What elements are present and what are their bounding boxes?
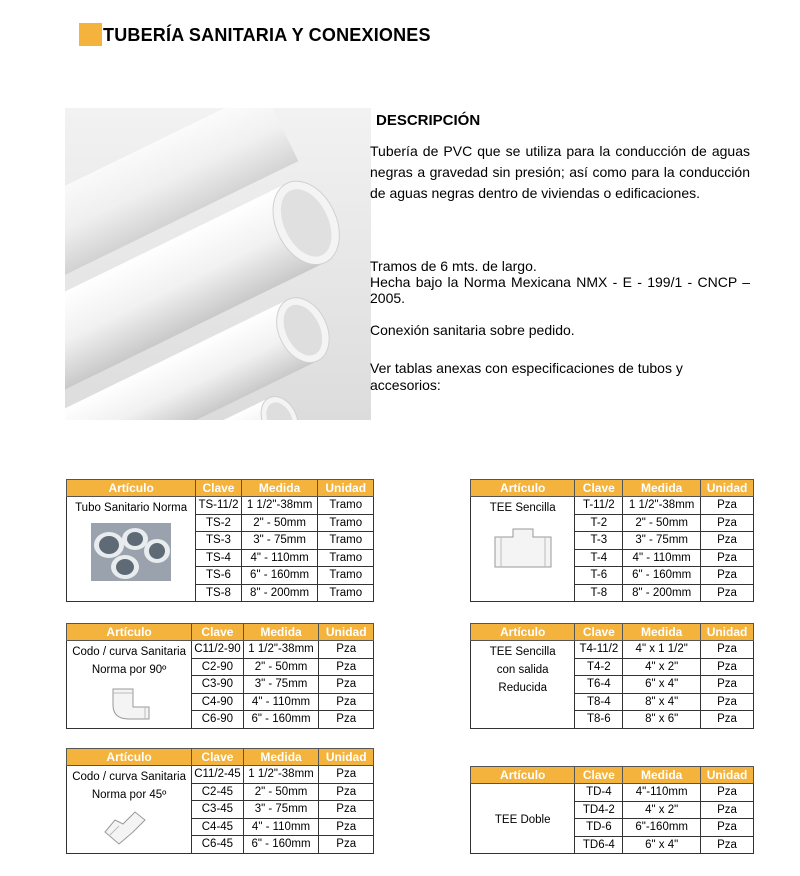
medida-cell: 4" - 110mm — [243, 693, 319, 711]
medida-cell: 1 1/2"-38mm — [243, 766, 319, 784]
clave-cell: T-11/2 — [575, 497, 623, 515]
header-clave: Clave — [192, 749, 243, 766]
unidad-cell: Pza — [319, 836, 374, 854]
table-header-row — [67, 480, 374, 497]
title-accent-square — [79, 23, 102, 46]
clave-cell: TD-4 — [575, 784, 623, 802]
clave-cell: TS-2 — [196, 514, 241, 532]
unidad-cell: Pza — [319, 818, 374, 836]
medida-cell: 6" - 160mm — [243, 836, 319, 854]
clave-cell: C2-90 — [192, 658, 243, 676]
header-unidad: Unidad — [319, 749, 374, 766]
clave-cell: T8-4 — [575, 693, 623, 711]
header-unidad: Unidad — [701, 624, 754, 641]
unidad-cell: Tramo — [318, 497, 374, 515]
medida-cell: 2" - 50mm — [241, 514, 318, 532]
length-note: Tramos de 6 mts. de largo. — [370, 258, 537, 274]
unidad-cell: Pza — [701, 584, 754, 602]
medida-cell: 1 1/2"-38mm — [623, 497, 701, 515]
header-medida: Medida — [623, 624, 701, 641]
tee-fitting-icon — [491, 523, 555, 573]
header-articulo: Artículo — [67, 624, 192, 641]
medida-cell: 4" - 110mm — [623, 549, 701, 567]
clave-cell: T4-2 — [575, 658, 623, 676]
medida-cell: 3" - 75mm — [243, 676, 319, 694]
norm-note: Hecha bajo la Norma Mexicana NMX - E - 199/1 - CNCP – 2005. — [370, 274, 750, 306]
article-name-line2: Norma por 90º — [91, 664, 167, 676]
table-header-row — [471, 767, 754, 784]
article-name-line1: Codo / curva Sanitaria — [72, 771, 186, 783]
clave-cell: T-3 — [575, 532, 623, 550]
article-name-line3: Reducida — [498, 682, 547, 694]
unidad-cell: Pza — [701, 497, 754, 515]
unidad-cell: Pza — [319, 693, 374, 711]
unidad-cell: Tramo — [318, 567, 374, 585]
article-cell — [471, 497, 575, 602]
unidad-cell: Pza — [701, 801, 754, 819]
medida-cell: 8" x 6" — [623, 711, 701, 729]
clave-cell: T4-11/2 — [575, 641, 623, 659]
header-articulo: Artículo — [67, 749, 192, 766]
header-clave: Clave — [196, 480, 241, 497]
clave-cell: TD6-4 — [575, 836, 623, 854]
clave-cell: C6-45 — [192, 836, 243, 854]
unidad-cell: Pza — [319, 801, 374, 819]
medida-cell: 2" - 50mm — [623, 514, 701, 532]
medida-cell: 4" - 110mm — [241, 549, 318, 567]
medida-cell: 3" - 75mm — [243, 801, 319, 819]
tee-doble-table — [470, 766, 754, 854]
medida-cell: 4" x 2" — [623, 801, 701, 819]
medida-cell: 6" x 4" — [623, 836, 701, 854]
unidad-cell: Pza — [701, 784, 754, 802]
article-name-line1: Codo / curva Sanitaria — [72, 646, 186, 658]
header-articulo: Artículo — [471, 624, 575, 641]
unidad-cell: Pza — [319, 711, 374, 729]
unidad-cell: Pza — [319, 783, 374, 801]
unidad-cell: Pza — [701, 532, 754, 550]
clave-cell: T8-6 — [575, 711, 623, 729]
header-clave: Clave — [575, 480, 623, 497]
header-unidad: Unidad — [318, 480, 374, 497]
medida-cell: 4" x 1 1/2" — [623, 641, 701, 659]
clave-cell: TS-11/2 — [196, 497, 241, 515]
header-medida: Medida — [623, 480, 701, 497]
article-cell — [471, 641, 575, 729]
clave-cell: C11/2-45 — [192, 766, 243, 784]
article-cell — [67, 641, 192, 729]
clave-cell: C6-90 — [192, 711, 243, 729]
article-name: TEE Doble — [494, 813, 551, 826]
article-cell — [67, 766, 192, 854]
unidad-cell: Pza — [701, 514, 754, 532]
medida-cell: 3" - 75mm — [623, 532, 701, 550]
medida-cell: 8" x 4" — [623, 693, 701, 711]
medida-cell: 6" - 160mm — [241, 567, 318, 585]
clave-cell: TS-4 — [196, 549, 241, 567]
unidad-cell: Tramo — [318, 532, 374, 550]
unidad-cell: Pza — [701, 549, 754, 567]
unidad-cell: Pza — [319, 766, 374, 784]
unidad-cell: Pza — [319, 676, 374, 694]
description-body — [370, 141, 750, 204]
header-clave: Clave — [192, 624, 243, 641]
header-unidad: Unidad — [701, 480, 754, 497]
tee-sencilla-table — [470, 479, 754, 602]
header-unidad: Unidad — [319, 624, 374, 641]
medida-cell: 4" - 110mm — [243, 818, 319, 836]
unidad-cell: Pza — [701, 567, 754, 585]
table-header-row — [67, 624, 374, 641]
article-name: Tubo Sanitario Norma — [75, 502, 188, 514]
table-header-row — [471, 624, 754, 641]
unidad-cell: Pza — [701, 641, 754, 659]
order-note: Conexión sanitaria sobre pedido. — [370, 322, 575, 338]
header-medida: Medida — [243, 749, 319, 766]
medida-cell: 6" x 4" — [623, 676, 701, 694]
medida-cell: 4"-110mm — [623, 784, 701, 802]
table-row — [67, 641, 374, 659]
article-name: TEE Sencilla — [489, 502, 556, 514]
pvc-pipes-photo — [65, 108, 371, 420]
clave-cell: T6-4 — [575, 676, 623, 694]
medida-cell: 4" x 2" — [623, 658, 701, 676]
medida-cell: 8" - 200mm — [241, 584, 318, 602]
tubo-sanitario-table — [66, 479, 374, 602]
medida-cell: 8" - 200mm — [623, 584, 701, 602]
medida-cell: 6" - 160mm — [243, 711, 319, 729]
article-cell — [471, 784, 575, 854]
table-row — [67, 497, 374, 515]
unidad-cell: Pza — [701, 836, 754, 854]
unidad-cell: Pza — [701, 693, 754, 711]
header-articulo: Artículo — [471, 480, 575, 497]
article-name-line2: Norma por 45º — [91, 789, 167, 801]
header-medida: Medida — [241, 480, 318, 497]
clave-cell: C2-45 — [192, 783, 243, 801]
clave-cell: C11/2-90 — [192, 641, 243, 659]
pipes-thumbnail-icon — [91, 523, 171, 581]
clave-cell: T-4 — [575, 549, 623, 567]
clave-cell: TD4-2 — [575, 801, 623, 819]
unidad-cell: Pza — [701, 658, 754, 676]
table-row — [471, 497, 754, 515]
codo-45-table — [66, 748, 374, 854]
table-row — [67, 766, 374, 784]
elbow-45-icon — [99, 810, 159, 846]
description-heading: DESCRIPCIÓN — [376, 112, 481, 129]
unidad-cell: Pza — [701, 711, 754, 729]
unidad-cell: Tramo — [318, 514, 374, 532]
header-unidad: Unidad — [701, 767, 754, 784]
header-articulo: Artículo — [471, 767, 575, 784]
clave-cell: TS-3 — [196, 532, 241, 550]
header-clave: Clave — [575, 767, 623, 784]
clave-cell: C4-45 — [192, 818, 243, 836]
unidad-cell: Pza — [701, 819, 754, 837]
codo-90-table — [66, 623, 374, 729]
unidad-cell: Pza — [701, 676, 754, 694]
article-cell — [67, 497, 196, 602]
clave-cell: TS-8 — [196, 584, 241, 602]
clave-cell: C4-90 — [192, 693, 243, 711]
header-medida: Medida — [243, 624, 319, 641]
page-title: TUBERÍA SANITARIA Y CONEXIONES — [103, 25, 431, 45]
header-medida: Medida — [623, 767, 701, 784]
clave-cell: T-6 — [575, 567, 623, 585]
clave-cell: TS-6 — [196, 567, 241, 585]
clave-cell: C3-90 — [192, 676, 243, 694]
clave-cell: TD-6 — [575, 819, 623, 837]
unidad-cell: Tramo — [318, 584, 374, 602]
header-clave: Clave — [575, 624, 623, 641]
article-name-line2: con salida — [496, 664, 549, 676]
clave-cell: C3-45 — [192, 801, 243, 819]
table-row — [471, 784, 754, 802]
tables-note: Ver tablas anexas con especificaciones de tubos y accesorios: — [370, 360, 683, 393]
table-row — [471, 641, 754, 659]
unidad-cell: Pza — [319, 641, 374, 659]
table-header-row — [471, 480, 754, 497]
medida-cell: 1 1/2"-38mm — [243, 641, 319, 659]
elbow-90-icon — [99, 685, 159, 721]
clave-cell: T-2 — [575, 514, 623, 532]
medida-cell: 2" - 50mm — [243, 658, 319, 676]
table-header-row — [67, 749, 374, 766]
medida-cell: 3" - 75mm — [241, 532, 318, 550]
clave-cell: T-8 — [575, 584, 623, 602]
medida-cell: 1 1/2"-38mm — [241, 497, 318, 515]
medida-cell: 6"-160mm — [623, 819, 701, 837]
medida-cell: 6" - 160mm — [623, 567, 701, 585]
description-text: Tubería de PVC que se utiliza para la conducción de aguas negras a gravedad sin presión; así como para la conducción de aguas negras dentro de viviendas o edificaciones. — [370, 143, 750, 201]
unidad-cell: Pza — [319, 658, 374, 676]
article-name-line1: TEE Sencilla — [489, 646, 556, 658]
unidad-cell: Tramo — [318, 549, 374, 567]
medida-cell: 2" - 50mm — [243, 783, 319, 801]
tee-reducida-table — [470, 623, 754, 729]
header-articulo: Artículo — [67, 480, 196, 497]
